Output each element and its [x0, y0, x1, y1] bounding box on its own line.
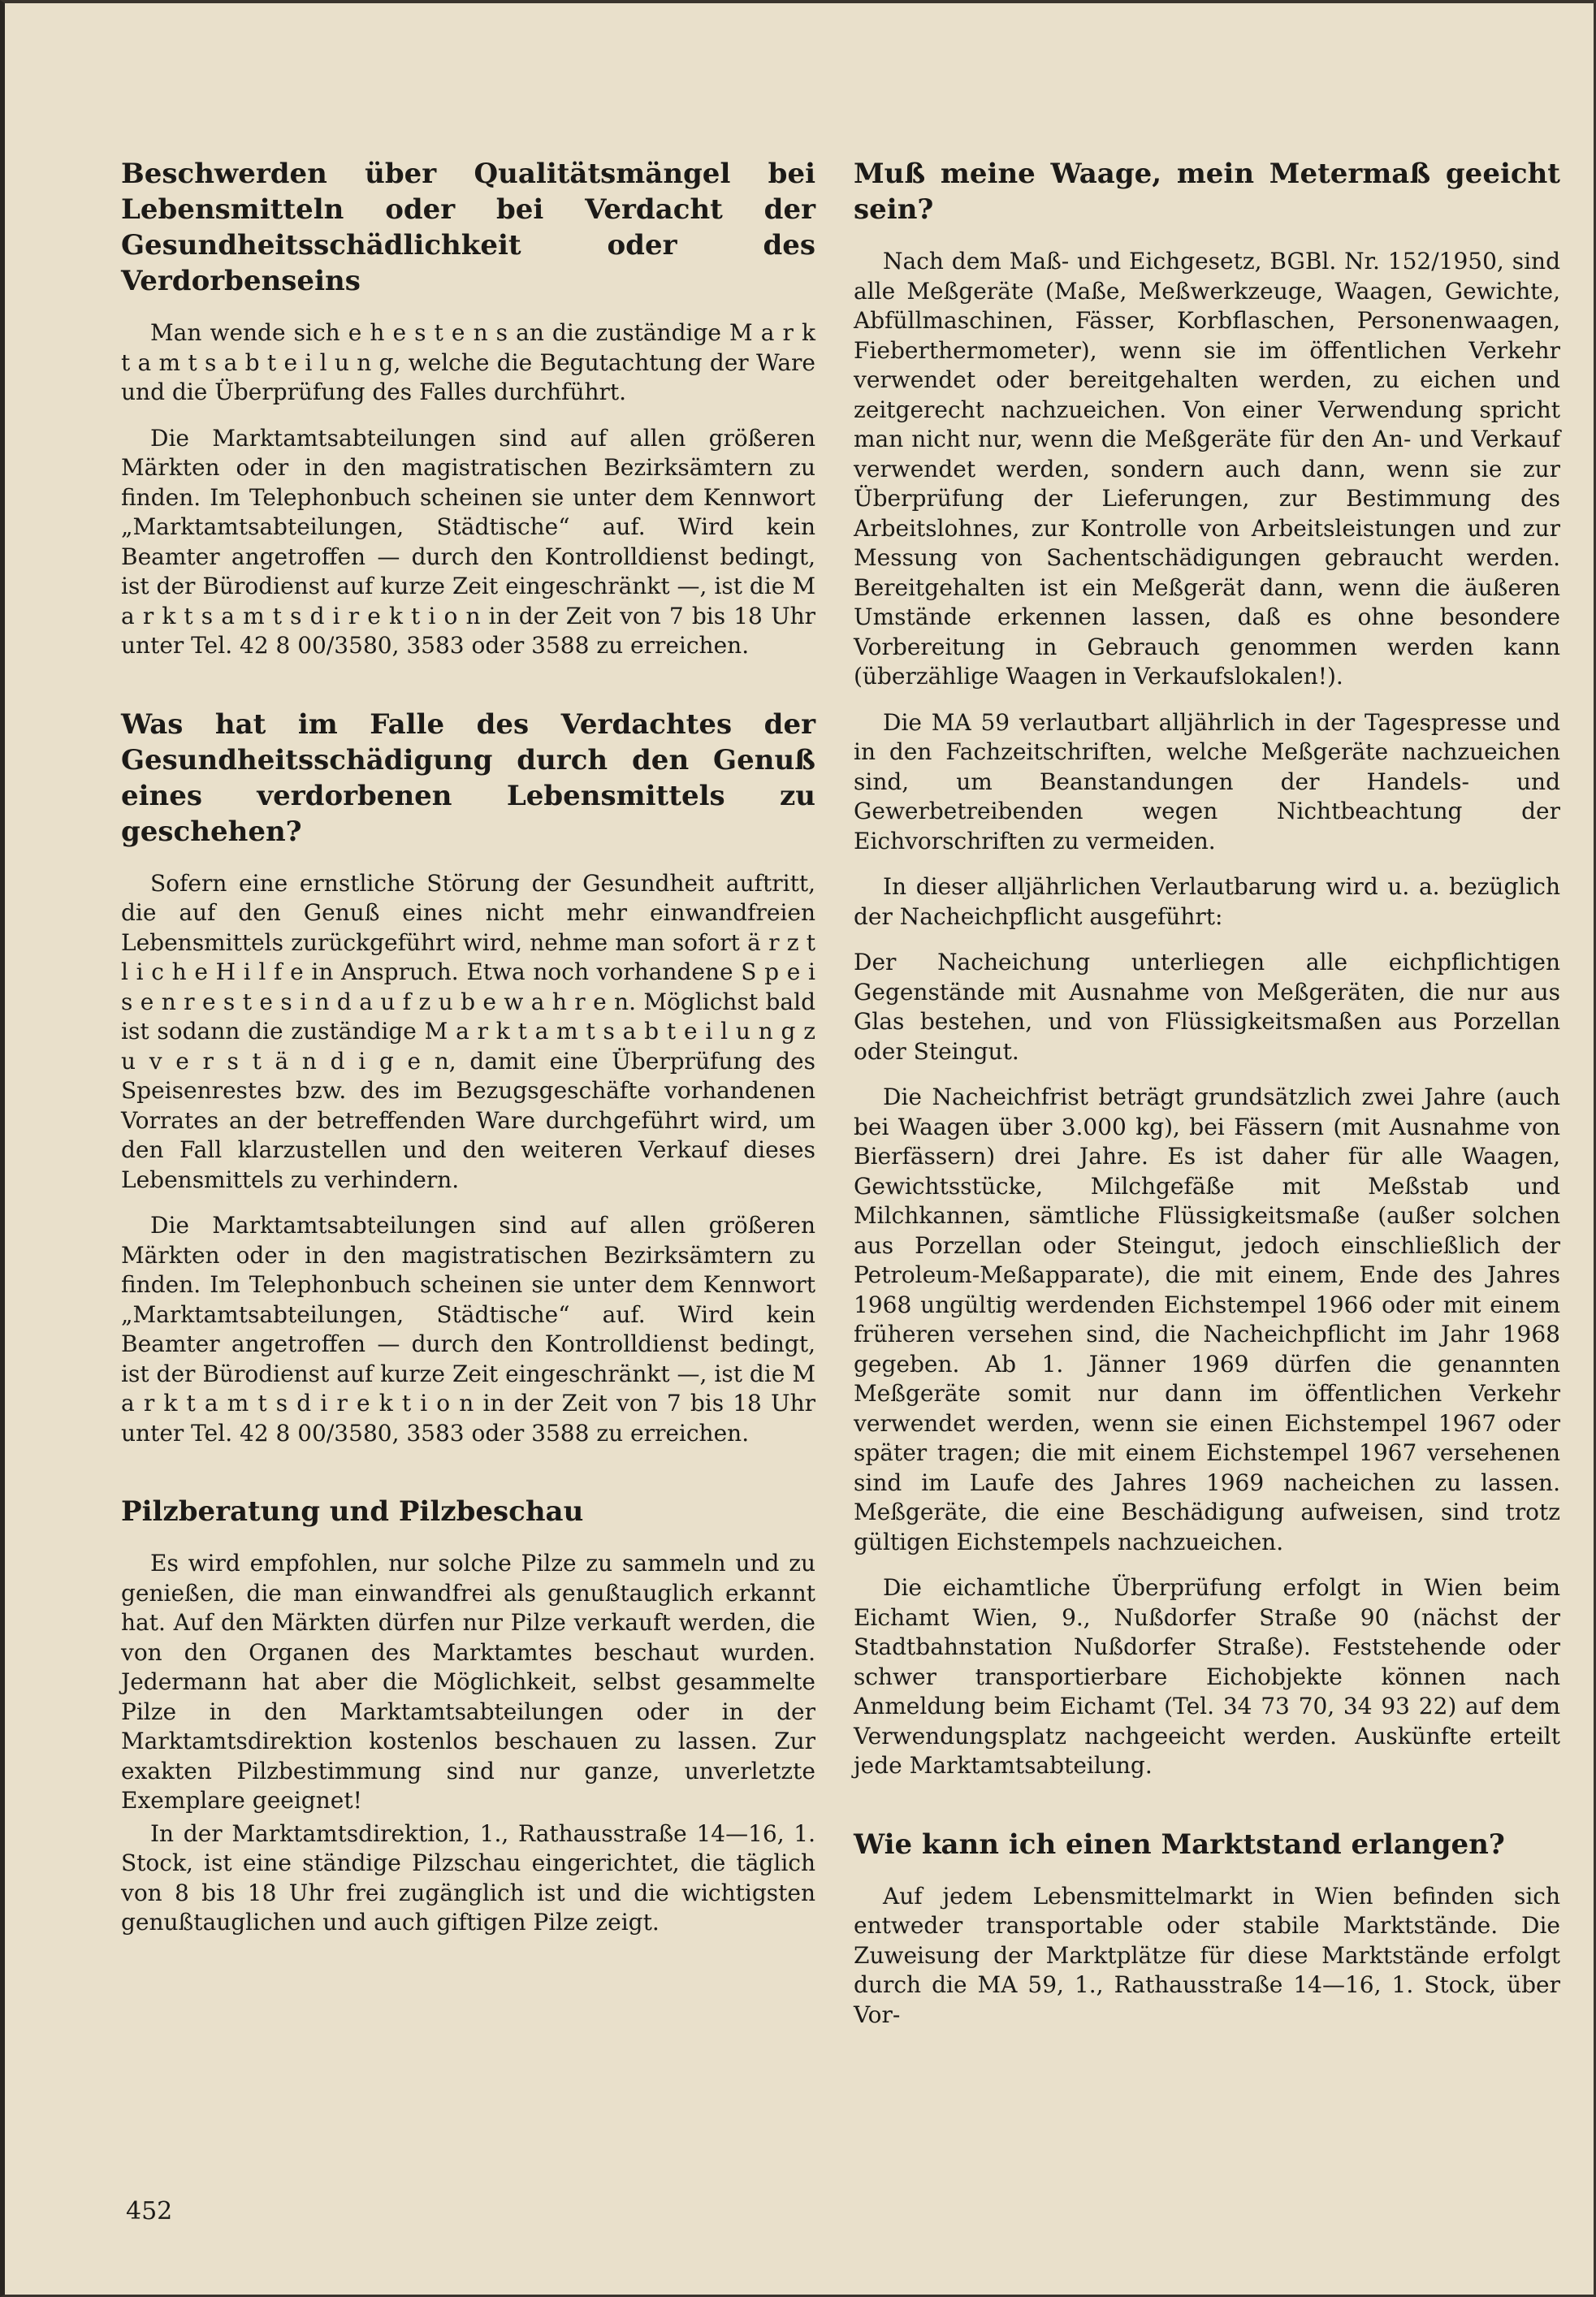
- paragraph: Nach dem Maß- und Eichgesetz, BGBl. Nr. 152/1950, sind alle Meßgeräte (Maße, Meßwerkzeuge, Waagen, Gewichte, Abfüllmaschinen, Fässer, Korbflaschen, Personenwaagen, Fieberthermometer), wenn sie im öffentlichen Verkehr verwendet oder bereitgehalten werden, zu eichen und zeitgerecht nachzueichen. Von einer Verwendung spricht man nicht nur, wenn die Meßgeräte für den An- und Verkauf verwendet werden, sondern auch dann, wenn sie zur Überprüfung der Lieferungen, zur Bestimmung des Arbeitslohnes, zur Kontrolle von Arbeitsleistungen und zur Messung von Sachentschädigungen gebraucht werden. Bereitgehalten ist ein Meßgerät dann, wenn die äußeren Umstände erkennen lassen, daß es ohne besondere Vorbereitung in Gebrauch genommen werden kann (überzählige Waagen in Verkaufslokalen!).: [854, 248, 1560, 690]
- paragraph: In dieser alljährlichen Verlautbarung wird u. a. bezüglich der Nacheichpflicht ausgeführt:: [854, 873, 1560, 930]
- section-heading: Wie kann ich einen Marktstand erlangen?: [854, 1828, 1505, 1861]
- right-column: [854, 156, 1560, 2046]
- section-gap: [854, 1797, 1560, 1827]
- left-column: [121, 156, 815, 1954]
- section-gap: [121, 677, 815, 707]
- section-heading: Was hat im Falle des Verdachtes der Gesundheitsschädigung durch den Genuß eines verdorbenen Lebensmittels zu geschehen?: [121, 707, 815, 848]
- paragraph: Die Marktamtsabteilungen sind auf allen größeren Märkten oder in den magistratischen Bezirksämtern zu finden. Im Telephonbuch scheinen sie unter dem Kennwort „Marktamtsabteilungen, Städtische“ auf. Wird kein Beamter angetroffen — durch den Kontrolldienst bedingt, ist der Bürodienst auf kurze Zeit eingeschränkt —, ist die M a r k t a m t s d i r e k t i o n in der Zeit von 7 bis 18 Uhr unter Tel. 42 8 00/3580, 3583 oder 3588 zu erreichen.: [121, 1212, 815, 1447]
- paragraph: Sofern eine ernstliche Störung der Gesundheit auftritt, die auf den Genuß eines nicht mehr einwandfreien Lebensmittels zurückgeführt wird, nehme man sofort ä r z t l i c h e H i l f e in Anspruch. Etwa noch vorhandene S p e i s e n r e s t e s i n d a u f z u b e w a h r e n. Möglichst bald ist sodann die zuständige M a r k t a m t s a b t e i l u n g z u v e r s t ä n d i g e n, damit eine Überprüfung des Speisenrestes bzw. des im Bezugsgeschäfte vorhandenen Vorrates an der betreffenden Ware durchgeführt wird, um den Fall klarzustellen und den weiteren Verkauf dieses Lebensmittels zu verhindern.: [121, 869, 815, 1193]
- page-number: 452: [126, 2197, 173, 2226]
- paragraph: Die Marktamtsabteilungen sind auf allen größeren Märkten oder in den magistratischen Bezirksämtern zu finden. Im Telephonbuch scheinen sie unter dem Kennwort „Marktamtsabteilungen, Städtische“ auf. Wird kein Beamter angetroffen — durch den Kontrolldienst bedingt, ist der Bürodienst auf kurze Zeit eingeschränkt —, ist die M a r k t s a m t s d i r e k t i o n in der Zeit von 7 bis 18 Uhr unter Tel. 42 8 00/3580, 3583 oder 3588 zu erreichen.: [121, 424, 815, 659]
- section-gap: [121, 1464, 815, 1494]
- paragraph: Die eichamtliche Überprüfung erfolgt in Wien beim Eichamt Wien, 9., Nußdorfer Straße 90 (nächst der Stadtbahnstation Nußdorfer Straße). Feststehende oder schwer transportierbare Eichobjekte können nach Anmeldung beim Eichamt (Tel. 34 73 70, 34 93 22) auf dem Verwendungsplatz nachgeeicht werden. Auskünfte erteilt jede Marktamtsabteilung.: [854, 1574, 1560, 1779]
- paragraph: Auf jedem Lebensmittelmarkt in Wien befinden sich entweder transportable oder stabile Marktstände. Die Zuweisung der Marktplätze für diese Marktstände erfolgt durch die MA 59, 1., Rathausstraße 14—16, 1. Stock, über Vor-: [854, 1882, 1560, 2028]
- paragraph: Die Nacheichfrist beträgt grundsätzlich zwei Jahre (auch bei Waagen über 3.000 kg), bei Fässern (mit Ausnahme von Bierfässern) drei Jahre. Es ist daher für alle Waagen, Gewichtsstücke, Milchgefäße mit Meßstab und Milchkannen, sämtliche Flüssigkeitsmaße (außer solchen aus Porzellan oder Steingut, jedoch einschließlich der Petroleum-Meßapparate), die mit einem, Ende des Jahres 1968 ungültig werdenden Eichstempel 1966 oder mit einem früheren versehen sind, die Nacheichpflicht im Jahr 1968 gegeben. Ab 1. Jänner 1969 dürfen die genannten Meßgeräte somit nur dann im öffentlichen Verkehr verwendet werden, wenn sie einen Eichstempel 1967 oder später tragen; die mit einem Eichstempel 1967 versehenen sind im Laufe des Jahres 1969 nacheichen zu lassen. Meßgeräte, die eine Beschädigung aufweisen, sind trotz gültigen Eichstempels nachzueichen.: [854, 1084, 1560, 1555]
- paragraph: Die MA 59 verlautbart alljährlich in der Tagespresse und in den Fachzeitschriften, welche Meßgeräte nachzueichen sind, um Beanstandungen der Handels- und Gewerbetreibenden wegen Nichtbeachtung der Eichvorschriften zu vermeiden.: [854, 708, 1560, 854]
- section-heading: Muß meine Waage, mein Metermaß geeicht sein?: [854, 158, 1560, 226]
- section-heading: Beschwerden über Qualitätsmängel bei Lebensmitteln oder bei Verdacht der Gesundheitsschädlichkeit oder des Verdorbenseins: [121, 158, 815, 297]
- paragraph: Es wird empfohlen, nur solche Pilze zu sammeln und zu genießen, die man einwandfrei als genußtauglich erkannt hat. Auf den Märkten dürfen nur Pilze verkauft werden, die von den Organen des Marktamtes beschaut wurden. Jedermann hat aber die Möglichkeit, selbst gesammelte Pilze in den Marktamtsabteilungen oder in der Marktamtsdirektion kostenlos beschauen zu lassen. Zur exakten Pilzbestimmung sind nur ganze, unverletzte Exemplare geeignet!: [121, 1550, 815, 1814]
- paragraph: In der Marktamtsdirektion, 1., Rathausstraße 14—16, 1. Stock, ist eine ständige Pilzschau eingerichtet, die täglich von 8 bis 18 Uhr frei zugänglich ist und die wichtigsten genußtauglichen und auch giftigen Pilze zeigt.: [121, 1819, 815, 1936]
- paragraph: Man wende sich e h e s t e n s an die zuständige M a r k t a m t s a b t e i l u n g, welche die Begutachtung der Ware und die Überprüfung des Falles durchführt.: [121, 319, 815, 405]
- paragraph: Der Nacheichung unterliegen alle eichpflichtigen Gegenstände mit Ausnahme von Meßgeräten, die nur aus Glas bestehen, und von Flüssigkeitsmaßen aus Porzellan oder Steingut.: [854, 949, 1560, 1065]
- section-heading: Pilzberatung und Pilzbeschau: [121, 1495, 584, 1528]
